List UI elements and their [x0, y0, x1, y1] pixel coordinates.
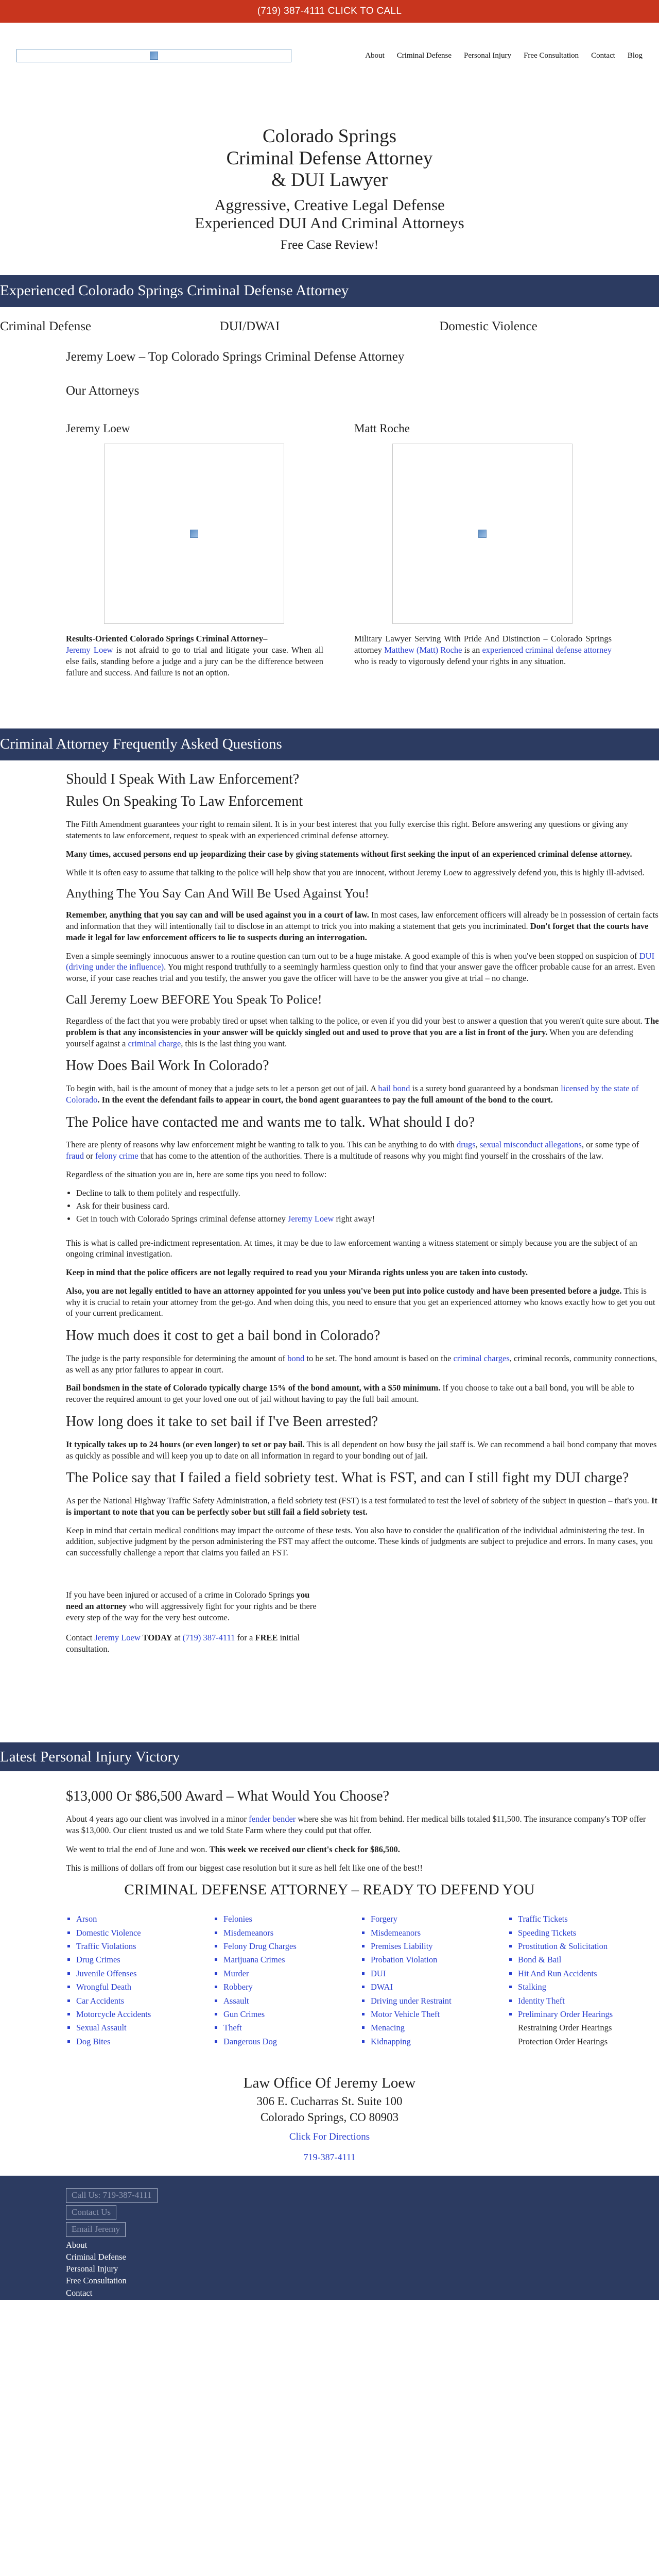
contact-us-button[interactable]: Contact Us: [66, 2205, 116, 2220]
attorney-link[interactable]: Jeremy Loew: [66, 645, 113, 655]
bio-text: is an: [462, 645, 482, 655]
attorney-name: Jeremy Loew: [66, 421, 130, 435]
call-text[interactable]: (719) 387-4111 CLICK TO CALL: [257, 6, 402, 17]
practice-area-link[interactable]: ▪ Kidnapping: [371, 2035, 508, 2048]
faq-section: [66, 770, 659, 1558]
bold-text: . In the event the defendant fails to appear in court, the bond agent guarantees to pay the full amount of the bond to the court.: [97, 1094, 553, 1105]
text: If you choose to take out a bail bond, you will be able to recover the required amount to get your loved one out of jail without having to pay the full bail amount.: [66, 1383, 634, 1404]
faq-question: Should I Speak With Law Enforcement?: [66, 771, 300, 787]
practice-area-link[interactable]: ▪ Motorcycle Accidents: [76, 2008, 213, 2021]
nav-free-consultation[interactable]: Free Consultation: [524, 51, 579, 60]
practice-area-link[interactable]: ▪ Assault: [223, 1994, 360, 2008]
faq-paragraph: This is what is called pre-indictment representation. At times, it may be due to law enforcement wanting a witness statement or simply because you are the subject of an ongoing criminal investigation.: [66, 1238, 637, 1259]
text: Regardless of the fact that you were probably tired or upset when talking to the police, or even if you did your best to answer a question that you weren't quite sure about.: [66, 1015, 645, 1026]
bio-text: Military Lawyer Serving With Pride And Distinction – Colorado Springs attorney: [354, 633, 612, 655]
practice-area-link[interactable]: ▪ Stalking: [518, 1980, 655, 1994]
practice-area-link[interactable]: ▪ Bond & Bail: [518, 1953, 655, 1967]
nav-criminal-defense[interactable]: Criminal Defense: [396, 51, 452, 60]
attorney-name: Matt Roche: [354, 421, 410, 435]
footer-link-free-consultation[interactable]: Free Consultation: [66, 2276, 127, 2286]
section-banner: [0, 728, 659, 760]
bold-text: FREE: [255, 1632, 278, 1642]
faq-paragraph: [66, 1382, 659, 1405]
practice-area-link[interactable]: ▪ Hit And Run Accidents: [518, 1967, 655, 1980]
text: As per the National Highway Traffic Safety Administration, a field sobriety test (FST) is a test formulated to test the level of sobriety of the subject in question – that's you.: [66, 1496, 651, 1506]
practice-area-link[interactable]: ▪ Felonies: [223, 1912, 360, 1926]
nav-personal-injury[interactable]: Personal Injury: [464, 51, 512, 60]
attorney-bio: [354, 633, 612, 668]
practice-column: [223, 1912, 360, 2048]
licensed-link[interactable]: licensed by the state of Colorado: [66, 1083, 639, 1105]
hero-title: [0, 126, 659, 192]
practice-criminal-defense[interactable]: Criminal Defense: [0, 319, 92, 334]
nav-blog[interactable]: Blog: [627, 51, 643, 60]
click-to-call-bar[interactable]: [0, 0, 659, 23]
nav-contact[interactable]: Contact: [591, 51, 615, 60]
office-address-2: Colorado Springs, CO 80903: [260, 2111, 399, 2124]
bold-text: you need an attorney: [66, 1589, 310, 1612]
faq-paragraph: [66, 1353, 659, 1376]
bold-text: Also, you are not legally entitled to have an attorney appointed for you unless you've been put into police custody and have been presented before a judge.: [66, 1285, 622, 1296]
practice-area-link[interactable]: ▪ Misdemeanors: [223, 1926, 360, 1940]
practice-area-link[interactable]: ▪ Car Accidents: [76, 1994, 213, 2008]
practice-area-link[interactable]: ▪ Arson: [76, 1912, 213, 1926]
practice-area-link[interactable]: ▪ Probation Violation: [371, 1953, 508, 1967]
practice-column: [371, 1912, 508, 2048]
felony-link[interactable]: felony crime: [95, 1151, 138, 1161]
practice-area-link[interactable]: ▪ Dog Bites: [76, 2035, 213, 2048]
faq-question: How long does it take to set bail if I've Been arrested?: [66, 1413, 378, 1430]
bold-text: TODAY: [140, 1632, 172, 1642]
attorneys-heading: Our Attorneys: [66, 383, 140, 398]
attorney-card: [66, 420, 338, 679]
footer-link-criminal-defense[interactable]: Criminal Defense: [66, 2252, 126, 2262]
practice-areas: [66, 1912, 659, 2048]
text: . You might respond truthfully to a seemingly harmless question only to find that your answer gave the officer probable cause for an arrest. Even worse, if your case reaches trial and you testify, the answer you gave the officer will have to be the answer you give at trial – no change.: [66, 962, 655, 984]
section-banner: [0, 275, 659, 307]
drugs-link[interactable]: drugs: [456, 1140, 476, 1150]
tips-list: [76, 1188, 659, 1225]
practice-area-link[interactable]: ▪ Menacing: [371, 2021, 508, 2035]
text: When you are defending yourself against a: [66, 1027, 634, 1048]
faq-paragraph: Keep in mind that certain medical conditions may impact the outcome of these tests. You also have to consider the qualification of the individual administering the test. In addition, subjective judgment by the person administering the FST may affect the outcome. These kinds of judgments are subject to prejudice and errors. In many cases, you can successfully challenge a report that claims you failed an FST.: [66, 1525, 653, 1558]
text: , this is the last thing you want.: [181, 1038, 287, 1048]
list-item: • Decline to talk to them politely and respectfully.: [76, 1188, 659, 1199]
broken-image-icon: [150, 52, 158, 60]
practice-area-link[interactable]: ▪ Gun Crimes: [223, 2008, 360, 2021]
office-address-1: 306 E. Cucharras St. Suite 100: [256, 2095, 403, 2108]
practice-area-link[interactable]: ▪ Identity Theft: [518, 1994, 655, 2008]
victory-title: $13,000 Or $86,500 Award – What Would You Choose?: [66, 1788, 390, 1805]
practice-area-link[interactable]: ▪ DUI: [371, 1967, 508, 1980]
hero-sub-1: Aggressive, Creative Legal Defense: [214, 195, 445, 214]
free-case-review: Free Case Review!: [280, 238, 379, 252]
text: Contact: [66, 1632, 95, 1642]
nav-about[interactable]: About: [365, 51, 385, 60]
practice-area-link[interactable]: ▪ Speeding Tickets: [518, 1926, 655, 1940]
contact-cta: [66, 1589, 659, 1655]
intro-section: [66, 348, 659, 679]
faq-question: The Police say that I failed a field sobriety test. What is FST, and can I still fight my DUI charge?: [66, 1470, 629, 1486]
bold-text: It is important to note that you can be perfectly sober but still fail a field sobriety test.: [66, 1496, 657, 1517]
site-logo[interactable]: [16, 49, 291, 62]
site-footer: [0, 2176, 659, 2310]
bio-text: is not afraid to go to trial and litigate your case. When all else fails, standing before a judge and a jury can be the difference between failure and success. And failure is not an option.: [66, 645, 323, 678]
text: initial consultation.: [66, 1632, 300, 1654]
bold-text: This week we received our client's check for $86,500.: [209, 1844, 400, 1854]
practice-area-link[interactable]: ▪ Driving under Restraint: [371, 1994, 508, 2008]
practice-area-link[interactable]: ▪ Misdemeanors: [371, 1926, 508, 1940]
faq-paragraph: Regardless of the situation you are in, here are some tips you need to follow:: [66, 1169, 327, 1179]
practice-area-link[interactable]: ▪ Motor Vehicle Theft: [371, 2008, 508, 2021]
bio-text: who is ready to vigorously defend your rights in any situation.: [354, 656, 566, 667]
faq-paragraph: [66, 1285, 659, 1319]
faq-paragraph: [66, 1139, 659, 1162]
bold-text: It typically takes up to 24 hours (or even longer) to set or pay bail.: [66, 1439, 305, 1449]
office-name: Law Office Of Jeremy Loew: [243, 2075, 416, 2092]
directions-text[interactable]: Click For Directions: [289, 2131, 370, 2143]
footer-link-contact[interactable]: Contact: [66, 2287, 93, 2298]
text: who will aggressively fight for your rights and be there every step of the way for the very best outcome.: [66, 1601, 317, 1623]
text: Even a simple seemingly innocuous answer to a routine question can turn out to be a huge mistake. A good example of this is when you've been stopped on suspicion of: [66, 951, 639, 961]
footer-link-blog[interactable]: Blog: [66, 2299, 83, 2310]
hero-sub-2: Experienced DUI And Criminal Attorneys: [195, 214, 464, 232]
practice-area-link[interactable]: ▪ Dangerous Dog: [223, 2035, 360, 2048]
practice-area-link[interactable]: ▪ Wrongful Death: [76, 1980, 213, 1994]
faq-paragraph: [66, 1495, 659, 1518]
practice-dui-dwai[interactable]: DUI/DWAI: [219, 319, 280, 334]
faq-paragraph: [66, 1267, 659, 1278]
attorney-card: [354, 420, 626, 679]
faq-question: How Does Bail Work In Colorado?: [66, 1058, 269, 1074]
practice-area-link[interactable]: ▪ Preliminary Order Hearings: [518, 2008, 655, 2021]
victory-paragraph: [66, 1844, 659, 1855]
list-item: [76, 1213, 659, 1225]
dui-link[interactable]: DUI (driving under the influence): [66, 951, 655, 972]
text: To begin with, bail is the amount of money that a judge sets to let a person get out of jail. A: [66, 1083, 378, 1094]
sexual-misconduct-link[interactable]: sexual misconduct allegations: [479, 1140, 582, 1150]
practice-areas-grid: [66, 1912, 659, 2048]
phone-link[interactable]: 719-387-4111: [303, 2152, 356, 2163]
practice-area-link[interactable]: ▪ Traffic Tickets: [518, 1912, 655, 1926]
practice-area-link[interactable]: ▪ Marijuana Crimes: [223, 1953, 360, 1967]
bold-text: Remember, anything that you say can and will be used against you in a court of law.: [66, 910, 369, 920]
text: , or some type of: [581, 1140, 639, 1150]
practice-domestic-violence[interactable]: Domestic Violence: [439, 319, 537, 334]
faq-paragraph: [66, 849, 659, 860]
text: that has come to the attention of the authorities. There is a multitude of reasons why you might find yourself in the crosshairs of the law.: [138, 1151, 603, 1161]
bold-text: Don't forget that the courts have made it legal for law enforcement officers to lie to suspects during an interrogation.: [66, 921, 649, 942]
practice-area-link[interactable]: ▪ Premises Liability: [371, 1940, 508, 1953]
bond-link[interactable]: bond: [287, 1353, 305, 1363]
text: , criminal records, community connections, as well as any prior failures to appear in court.: [66, 1353, 657, 1375]
attorneys-list: [66, 420, 659, 679]
attorney-link[interactable]: Jeremy Loew: [94, 1632, 141, 1642]
cta-paragraph: [66, 1589, 318, 1624]
directions-link[interactable]: [0, 2130, 659, 2144]
faq-paragraph: [66, 951, 659, 984]
faq-question: How much does it cost to get a bail bond in Colorado?: [66, 1328, 380, 1344]
fender-bender-link[interactable]: fender bender: [249, 1814, 296, 1824]
faq-paragraph: [66, 1015, 659, 1049]
practice-area-link[interactable]: ▪ Robbery: [223, 1980, 360, 1994]
site-header: [0, 23, 659, 89]
text: In most cases, law enforcement officers will already be in possession of certain facts and information that they will intentionally fail to disclose in an attempt to trick you into making a statement that gets you incriminated.: [66, 910, 658, 931]
faq-question: Anything The You Say Can And Will Be Used Against You!: [66, 887, 369, 901]
email-button[interactable]: Email Jeremy: [66, 2222, 126, 2237]
faq-paragraph: [66, 1439, 659, 1462]
faq-paragraph: While it is often easy to assume that talking to the police will help show that you are innocent, without Jeremy Loew to aggressively defend you, this is highly ill-advised.: [66, 867, 645, 877]
hero-line-2: Criminal Defense Attorney: [226, 147, 433, 169]
faq-paragraph: [66, 1083, 659, 1106]
practice-area-link[interactable]: ▪ Domestic Violence: [76, 1926, 213, 1940]
attorney-link[interactable]: Jeremy Loew: [288, 1214, 334, 1224]
faq-heading: Rules On Speaking To Law Enforcement: [66, 793, 303, 810]
faq-paragraph: The Fifth Amendment guarantees your right to remain silent. It is in your best interest that you fully exercise this right. Before answering any questions or giving any statements to law enforcement, request to speak with an experienced criminal defense attorney.: [66, 819, 628, 840]
text: This is all dependent on how busy the jail staff is. We can recommend a bail bond company that moves as quickly as possible and will keep you up to date on all information in regard to your bonding out of jail.: [66, 1439, 657, 1461]
phone-link[interactable]: (719) 387-4111: [182, 1632, 235, 1642]
main-nav: [365, 50, 643, 61]
victory-paragraph: This is millions of dollars off from our biggest case resolution but it sure as hell felt like one of the best!!: [66, 1862, 423, 1873]
hero-line-1: Colorado Springs: [262, 126, 397, 147]
practice-column: [76, 1912, 213, 2048]
faq-question: Call Jeremy Loew BEFORE You Speak To Police!: [66, 992, 322, 1007]
criminal-defense-link[interactable]: experienced criminal defense attorney: [482, 645, 612, 655]
criminal-charge-link[interactable]: criminal charge: [128, 1038, 181, 1048]
criminal-charges-link[interactable]: criminal charges: [453, 1353, 510, 1363]
text: The judge is the party responsible for determining the amount of: [66, 1353, 288, 1363]
faq-paragraph: [66, 909, 659, 943]
text: is a surety bond guaranteed by a bondsman: [410, 1083, 561, 1094]
text: This is why it is crucial to retain your attorney from the get-go. And when doing this, you need to ensure that you get an experienced attorney who knows exactly how to get you out of your current predicament.: [66, 1285, 655, 1318]
practice-area-link[interactable]: ▪ Prostitution & Solicitation: [518, 1940, 655, 1953]
text: We went to trial the end of June and won.: [66, 1844, 210, 1854]
banner-title: Criminal Attorney Frequently Asked Questions: [0, 736, 282, 753]
text: for a: [235, 1632, 255, 1642]
faq-question: The Police have contacted me and wants me to talk. What should I do?: [66, 1114, 475, 1130]
practice-area-link[interactable]: ▪ Felony Drug Charges: [223, 1940, 360, 1953]
broken-image-icon: [190, 530, 198, 538]
banner-title: Experienced Colorado Springs Criminal Defense Attorney: [0, 282, 349, 299]
text: About 4 years ago our client was involved in a minor: [66, 1814, 249, 1824]
text: where she was hit from behind. Her medical bills totaled $11,500. The insurance company's TOP offer was $13,000. Our client trusted us and we told State Farm where they could put that offer.: [66, 1814, 646, 1836]
bold-text: The problem is that any inconsistencies in your answer will be quickly singled out and used to prove that you are a list in front of the jury.: [66, 1015, 659, 1037]
text: There are plenty of reasons why law enforcement might be wanting to talk to you. This can be anything to do with: [66, 1140, 457, 1150]
text: right away!: [334, 1214, 375, 1224]
bold-text: Many times, accused persons end up jeopardizing their case by giving statements without first seeking the input of an experienced criminal defense attorney.: [66, 849, 632, 859]
section-banner: [0, 1742, 659, 1771]
practice-area-link[interactable]: ▪ Traffic Violations: [76, 1940, 213, 1953]
text: ,: [475, 1140, 480, 1150]
bail-bond-link[interactable]: bail bond: [378, 1083, 410, 1094]
attorney-photo[interactable]: [104, 444, 284, 624]
practice-area-link[interactable]: ▪ Juvenile Offenses: [76, 1967, 213, 1980]
footer-link-personal-injury[interactable]: Personal Injury: [66, 2264, 118, 2274]
office-info: [0, 2073, 659, 2163]
bold-text: Keep in mind that the police officers are not legally required to read you your Miranda rights unless you are taken into custody.: [66, 1267, 528, 1278]
practice-area-item: Protection Order Hearings: [518, 2036, 608, 2046]
office-phone[interactable]: [0, 2151, 659, 2163]
attorney-photo[interactable]: [392, 444, 573, 624]
practice-links: [0, 307, 659, 346]
broken-image-icon: [478, 530, 487, 538]
victory-section: [66, 1787, 659, 1874]
practice-area-link[interactable]: ▪ Sexual Assault: [76, 2021, 213, 2035]
text: or: [83, 1151, 95, 1161]
practice-area-link[interactable]: ▪ Forgery: [371, 1912, 508, 1926]
attorney-link[interactable]: Matthew (Matt) Roche: [384, 645, 462, 655]
attorney-bio: [66, 633, 323, 679]
practice-areas-title: CRIMINAL DEFENSE ATTORNEY – READY TO DEFEND YOU: [124, 1882, 535, 1899]
text: If you have been injured or accused of a crime in Colorado Springs: [66, 1589, 297, 1600]
practice-area-link[interactable]: ▪ Murder: [223, 1967, 360, 1980]
footer-link-about[interactable]: About: [66, 2240, 88, 2250]
practice-area-link[interactable]: ▪ DWAI: [371, 1980, 508, 1994]
cta-contact: [66, 1632, 323, 1655]
list-item: • Ask for their business card.: [76, 1200, 659, 1212]
banner-title: Latest Personal Injury Victory: [0, 1748, 180, 1765]
intro-title: Jeremy Loew – Top Colorado Springs Criminal Defense Attorney: [66, 350, 405, 364]
hero-line-3: & DUI Lawyer: [271, 170, 388, 191]
bold-text: Bail bondsmen in the state of Colorado typically charge 15% of the bond amount, with a $50 minimum.: [66, 1383, 441, 1393]
text: Get in touch with Colorado Springs criminal defense attorney: [76, 1214, 288, 1224]
call-us-button[interactable]: Call Us: 719-387-4111: [66, 2188, 158, 2203]
text: at: [172, 1632, 183, 1642]
bio-lead: Results-Oriented Colorado Springs Criminal Attorney–: [66, 633, 268, 643]
practice-area-item: Restraining Order Hearings: [518, 2023, 612, 2033]
text: to be set. The bond amount is based on the: [304, 1353, 454, 1363]
practice-area-link[interactable]: ▪ Drug Crimes: [76, 1953, 213, 1967]
fraud-link[interactable]: fraud: [66, 1151, 84, 1161]
hero: [0, 89, 659, 275]
practice-column: [518, 1912, 655, 2048]
hero-subtitle: [0, 196, 659, 232]
footer-links: [66, 2239, 659, 2311]
practice-area-link[interactable]: ▪ Theft: [223, 2021, 360, 2035]
victory-paragraph: [66, 1814, 659, 1837]
